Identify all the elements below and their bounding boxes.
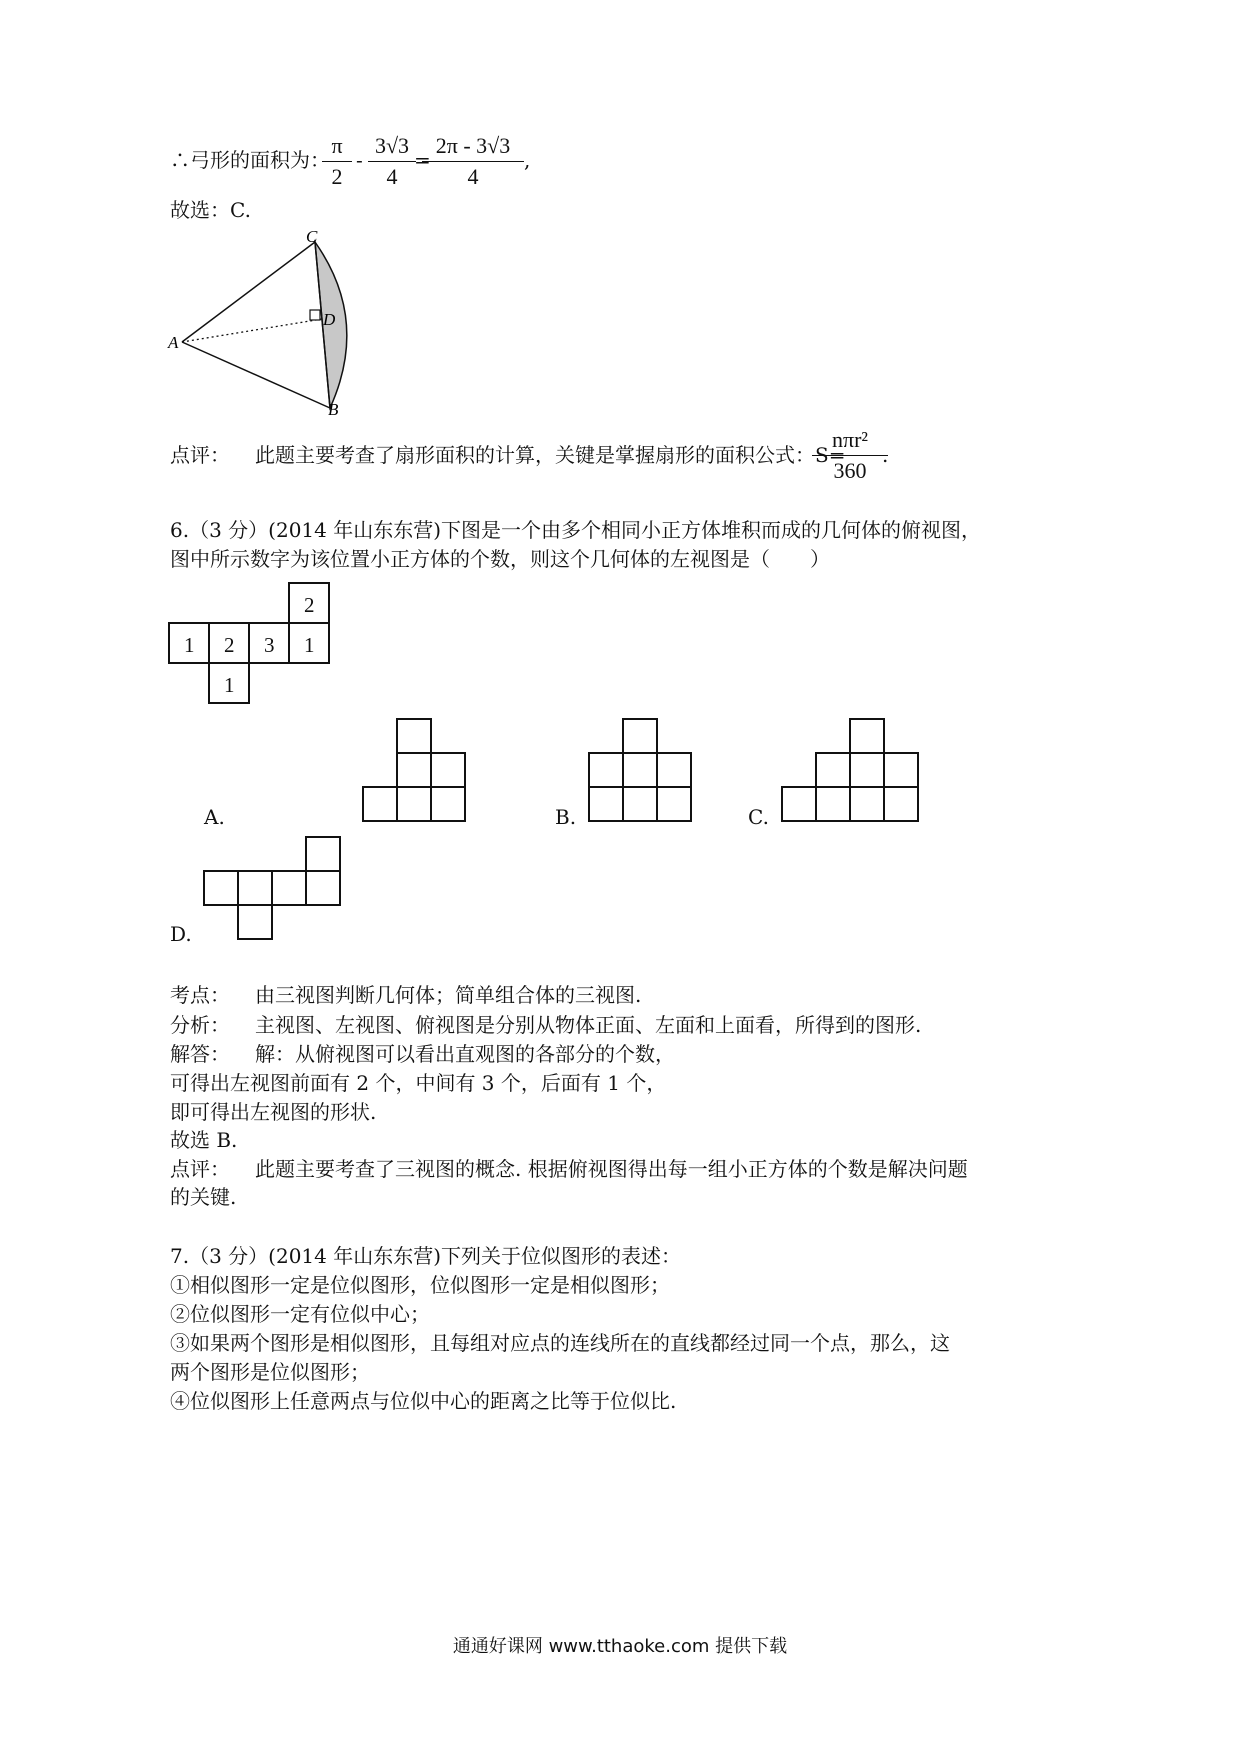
option-b-figure [588, 718, 692, 822]
q7-line1: 7.（3 分）(2014 年山东东营)下列关于位似图形的表述： [170, 1244, 682, 1268]
kaodian-label: 考点： [170, 983, 230, 1007]
footer-watermark: 通通好课网 www.tthaoke.com 提供下载 [452, 1636, 788, 1657]
equals-sign: = [414, 148, 431, 172]
option-a-label: A. [204, 805, 225, 829]
right-angle-mark [310, 310, 320, 320]
option-b-label: B. [555, 805, 577, 829]
count-label: 1 [224, 673, 235, 697]
sector-area-formula: nπr² 360 [812, 427, 888, 484]
line-ac [182, 242, 315, 342]
option-a-figure [362, 718, 466, 822]
label-a: A [168, 333, 179, 352]
fraction-3root3-over-4: 3√3 4 [368, 133, 416, 190]
dianping-label: 点评： [170, 1157, 230, 1181]
kaodian-text: 由三视图判断几何体；简单组合体的三视图. [255, 983, 642, 1007]
review5-line [170, 443, 845, 467]
dianping-text-1: 此题主要考查了三视图的概念. 根据俯视图得出每一组小正方体的个数是解决问题 [255, 1157, 968, 1181]
q7-item4: ④位似图形上任意两点与位似中心的距离之比等于位似比. [170, 1389, 677, 1413]
review5-label: 点评： [170, 443, 230, 467]
review5-end: . [882, 443, 889, 467]
jieda-text-1: 解：从俯视图可以看出直观图的各部分的个数， [255, 1042, 675, 1066]
review5-text: 此题主要考查了扇形面积的计算，关键是掌握扇形的面积公式：S= [255, 443, 846, 467]
therefore-label: ∴弓形的面积为： [170, 148, 330, 172]
q7-item1: ①相似图形一定是位似图形，位似图形一定是相似图形； [170, 1273, 670, 1297]
label-c: C [306, 227, 318, 246]
count-label: 3 [264, 633, 275, 657]
jieda-label: 解答： [170, 1042, 230, 1066]
count-label: 1 [184, 633, 195, 657]
segment-figure [160, 225, 390, 425]
jieda-row [170, 1042, 675, 1066]
line-ab [182, 342, 330, 408]
fenxi-label: 分析： [170, 1013, 230, 1037]
comma: , [524, 148, 531, 172]
option-c-label: C. [748, 805, 769, 829]
q7-item3a: ③如果两个图形是相似图形，且每组对应点的连线所在的直线都经过同一个点，那么，这 [170, 1331, 950, 1355]
dianping-text-2: 的关键. [170, 1185, 237, 1209]
count-label: 1 [304, 633, 315, 657]
answer-q5: 故选：C. [170, 198, 251, 222]
option-d-label: D. [170, 922, 192, 946]
count-label: 2 [224, 633, 235, 657]
minus-sign: - [356, 148, 363, 172]
fenxi-row [170, 1013, 921, 1037]
q7-item2: ②位似图形一定有位似中心； [170, 1302, 430, 1326]
fraction-pi-over-2: π 2 [322, 133, 352, 190]
kaodian-row [170, 983, 641, 1007]
answer-q6: 故选 B. [170, 1128, 238, 1152]
option-c-figure [781, 718, 919, 822]
jieda-text-2: 可得出左视图前面有 2 个，中间有 3 个，后面有 1 个， [170, 1071, 667, 1095]
dianping-row [170, 1157, 968, 1181]
fenxi-text: 主视图、左视图、俯视图是分别从物体正面、左面和上面看，所得到的图形. [255, 1013, 922, 1037]
top-view-grid [168, 582, 332, 704]
label-b: B [328, 400, 339, 419]
q6-line2: 图中所示数字为该位置小正方体的个数，则这个几何体的左视图是（ ） [170, 547, 830, 571]
q7-item3b: 两个图形是位似图形； [170, 1360, 370, 1384]
count-label: 2 [304, 593, 315, 617]
label-d: D [323, 310, 336, 329]
q6-line1: 6.（3 分）(2014 年山东东营)下图是一个由多个相同小正方体堆积而成的几何体的俯视图， [170, 518, 982, 542]
fraction-result: 2π - 3√3 4 [422, 133, 524, 190]
option-d-figure [203, 836, 341, 940]
line-ad-dotted [182, 319, 322, 342]
jieda-text-3: 即可得出左视图的形状. [170, 1100, 377, 1124]
